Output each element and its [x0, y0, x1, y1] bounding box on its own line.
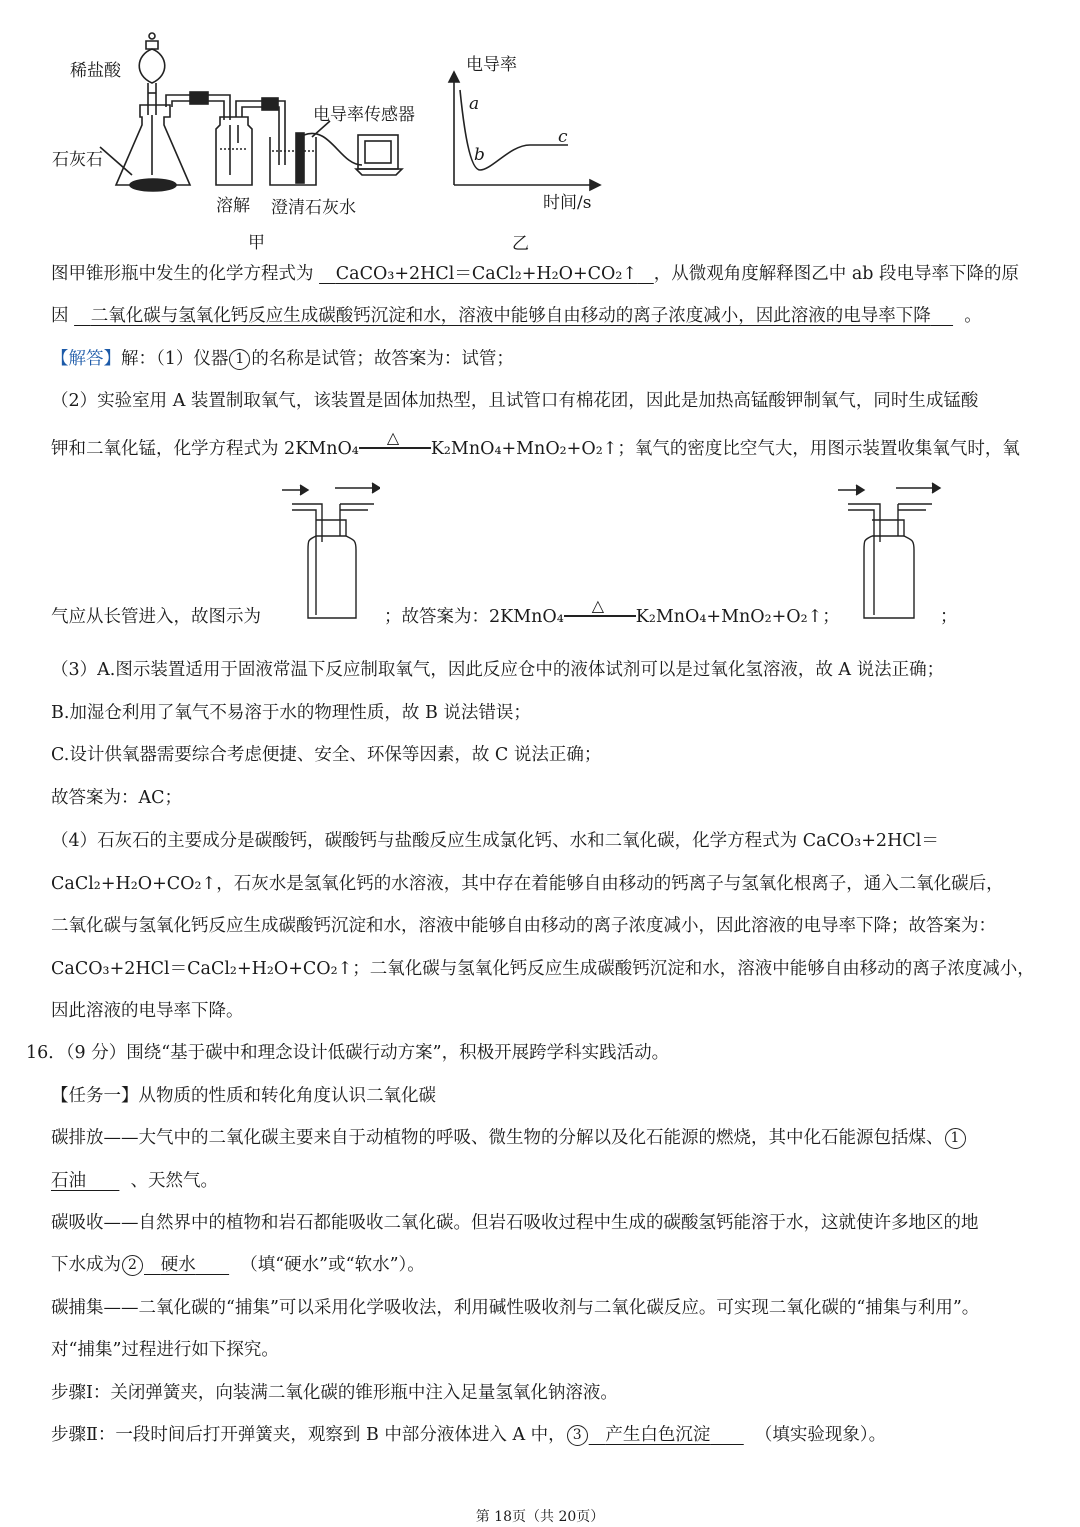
circled-number: 1: [229, 349, 250, 370]
para-4b: CaCl₂+H₂O+CO₂↑，石灰水是氢氧化钙的水溶液，其中存在着能够自由移动的钙离子与氢氧化根离子，通入二氧化碳后，: [51, 874, 1004, 894]
para-3c: C.设计供氧器需要综合考虑便捷、安全、环保等因素，故 C 说法正确；: [51, 745, 602, 765]
text: 图甲锥形瓶中发生的化学方程式为: [51, 264, 320, 284]
para-3-answer: 故答案为：AC；: [51, 788, 183, 808]
label-figure-jia: 甲: [248, 233, 265, 253]
answer-equation: CaCO₃+2HCl＝CaCl₂+H₂O+CO₂↑: [335, 264, 638, 284]
answer-reason: 二氧化碳与氢氧化钙反应生成碳酸钙沉淀和水，溶液中能够自由移动的离子浓度减小，因此溶液的电导率下降: [90, 306, 931, 326]
heat-arrow: △: [359, 438, 431, 456]
para-2: （2）实验室用 A 装置制取氧气，该装置是固体加热型，且试管口有棉花团，因此是加热高锰酸钾制氧气，同时生成锰酸: [51, 391, 979, 411]
para-3a: （3）A.图示装置适用于固液常温下反应制取氧气，因此反应仓中的液体试剂可以是过氧化氢溶液，故 A 说法正确；: [51, 660, 945, 680]
label-figure-yi: 乙: [512, 234, 529, 254]
jieda-tag: 【解答】: [51, 349, 121, 369]
text: ，从微观角度解释图乙中 ab 段电导率下降的原: [653, 264, 1020, 284]
label-sensor: 电导率传感器: [313, 105, 415, 125]
gas-bottle-figure: [836, 480, 946, 625]
label-dissolve: 溶解: [216, 196, 250, 216]
para-kmno4-equation: 钾和二氧化锰，化学方程式为 2KMnO₄ △ K₂MnO₄+MnO₂+O₂↑；氧气的密度比空气大，用图示装置收集氧气时，氧: [51, 428, 1020, 459]
para-carbon-emission: 碳排放——大气中的二氧化碳主要来自于动植物的呼吸、微生物的分解以及化石能源的燃烧，其中化石能源包括煤、 1: [51, 1126, 967, 1150]
circled-number: 1: [945, 1128, 966, 1149]
answer-white-precipitate: 产生白色沉淀: [605, 1425, 711, 1445]
answer-hard-water: 硬水: [160, 1255, 196, 1275]
label-time: 时间/s: [543, 193, 592, 213]
para-carbon-emission-answer: 石油 、天然气。: [51, 1171, 219, 1191]
label-point-a: a: [469, 94, 480, 114]
para-reason: [51, 304, 982, 328]
para-collect: 气应从长管进入，故图示为: [51, 607, 261, 627]
para-carbon-capture: 碳捕集——二氧化碳的“捕集”可以采用化学吸收法，利用碱性吸收剂与二氧化碳反应。可实现二氧化碳的“捕集与利用”。: [51, 1298, 980, 1318]
para-3b: B.加湿仓利用了氧气不易溶于水的物理性质，故 B 说法错误；: [51, 703, 531, 723]
text: 。: [964, 306, 982, 326]
label-limestone: 石灰石: [52, 150, 103, 170]
answer-petroleum: 石油: [51, 1171, 86, 1191]
para-4a: （4）石灰石的主要成分是碳酸钙，碳酸钙与盐酸反应生成氯化钙、水和二氧化碳，化学方程式为 CaCO₃+2HCl＝: [51, 831, 939, 851]
conductivity-graph: [440, 70, 610, 200]
label-point-b: b: [474, 145, 485, 165]
circled-number: 3: [567, 1425, 588, 1446]
para-hard-water: 下水成为 2 硬水 （填“硬水”或“软水”）。: [51, 1255, 425, 1275]
gas-bottle-figure: [280, 480, 380, 625]
question-16: 16．（9 分）围绕“基于碳中和理念设计低碳行动方案”，积极开展跨学科实践活动。: [26, 1043, 670, 1063]
para-jieda: 【解答】解：（1）仪器 1 的名称是试管；故答案为：试管；: [51, 349, 514, 369]
label-dilute-acid: 稀盐酸: [70, 61, 121, 81]
para-step-2: 步骤Ⅱ：一段时间后打开弹簧夹，观察到 B 中部分液体进入 A 中， 3 产生白色沉淀 （填实验现象）。: [51, 1425, 887, 1445]
para-capture-explore: 对“捕集”过程进行如下探究。: [51, 1340, 279, 1360]
label-conductivity: 电导率: [466, 55, 517, 75]
task-one-heading: 【任务一】从物质的性质和转化角度认识二氧化碳: [51, 1086, 436, 1106]
para-step-1: 步骤Ⅰ：关闭弹簧夹，向装满二氧化碳的锥形瓶中注入足量氢氧化钠溶液。: [51, 1383, 618, 1403]
para-collect-end: ；: [940, 607, 958, 627]
heat-arrow: △: [564, 606, 636, 624]
page-footer: 第 18页（共 20页）: [475, 1509, 605, 1525]
para-4c: 二氧化碳与氢氧化钙反应生成碳酸钙沉淀和水，溶液中能够自由移动的离子浓度减小，因此溶液的电导率下降；故答案为：: [51, 916, 996, 936]
para-collect-answer: ；故答案为：2KMnO₄ △ K₂MnO₄+MnO₂+O₂↑；: [384, 596, 840, 627]
para-4e: 因此溶液的电导率下降。: [51, 1001, 244, 1021]
label-limewater: 澄清石灰水: [271, 198, 356, 218]
para-carbon-absorb: 碳吸收——自然界中的植物和岩石都能吸收二氧化碳。但岩石吸收过程中生成的碳酸氢钙能溶于水，这就使许多地区的地: [51, 1213, 979, 1233]
para-equation-question: [51, 262, 1019, 286]
text: 因: [51, 306, 69, 326]
label-point-c: c: [558, 127, 568, 147]
circled-number: 2: [122, 1255, 143, 1276]
para-4d: CaCO₃+2HCl＝CaCl₂+H₂O+CO₂↑；二氧化碳与氢氧化钙反应生成碳酸钙沉淀和水，溶液中能够自由移动的离子浓度减小，: [51, 959, 1035, 979]
